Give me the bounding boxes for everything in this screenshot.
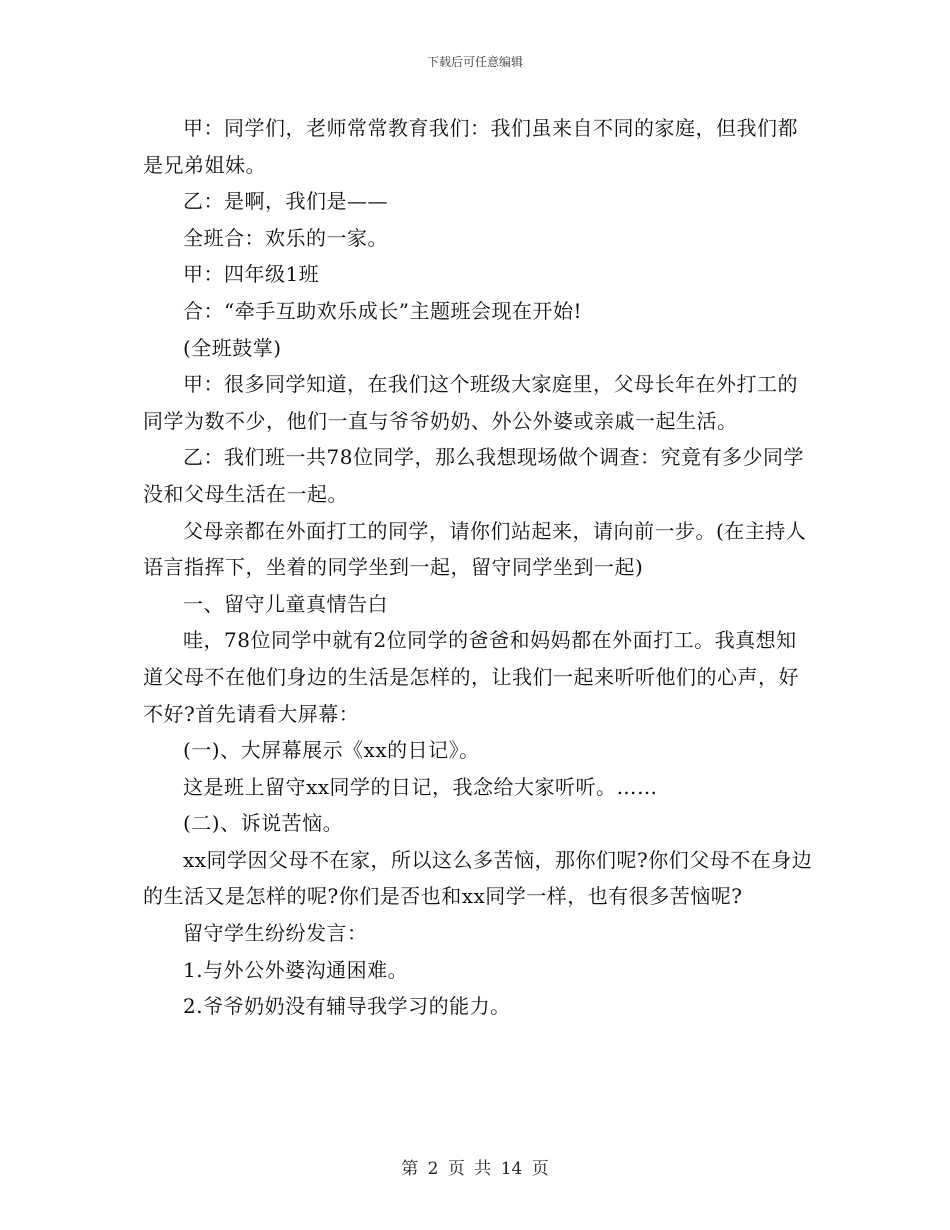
paragraph: (二)、诉说苦恼。 xyxy=(183,811,344,836)
paragraph: (全班鼓掌) xyxy=(183,335,282,360)
paragraph: 这是班上留守xx同学的日记，我念给大家听听。…… xyxy=(183,774,658,799)
page-header: 下载后可任意编辑 xyxy=(426,55,523,69)
paragraph: 乙：是啊，我们是—— xyxy=(183,189,388,214)
paragraph: (一)、大屏幕展示《xx的日记》。 xyxy=(183,738,480,763)
paragraph: 哇，78位同学中就有2位同学的爸爸和妈妈都在外面打工。我真想知道父母不在他们身边的生活是怎样的，让我们一起来听听他们的心声，好不好?首先请看大屏幕： xyxy=(143,628,799,726)
paragraph: 全班合：欢乐的一家。 xyxy=(183,225,388,250)
paragraph: 甲：很多同学知道，在我们这个班级大家庭里，父母长年在外打工的同学为数不少，他们一直与爷爷奶奶、外公外婆或亲戚一起生活。 xyxy=(143,372,798,433)
document-body xyxy=(143,110,815,1025)
section-heading: 一、留守儿童真情告白 xyxy=(183,591,388,616)
paragraph: xx同学因父母不在家，所以这么多苦恼，那你们呢?你们父母不在身边的生活又是怎样的呢?你们是否也和xx同学一样，也有很多苦恼呢? xyxy=(143,847,813,909)
page-number-footer: 第 2 页 共 14 页 xyxy=(401,1159,549,1179)
list-item: 1.与外公外婆沟通困难。 xyxy=(183,957,409,982)
paragraph: 合：“牵手互助欢乐成长”主题班会现在开始! xyxy=(183,298,582,323)
paragraph: 甲：四年级1班 xyxy=(183,262,320,287)
paragraph: 甲：同学们，老师常常教育我们：我们虽来自不同的家庭，但我们都是兄弟姐妹。 xyxy=(143,116,798,177)
paragraph: 乙：我们班一共78位同学，那么我想现场做个调查：究竟有多少同学没和父母生活在一起。 xyxy=(143,445,804,506)
list-item: 2.爷爷奶奶没有辅导我学习的能力。 xyxy=(183,994,511,1019)
paragraph: 父母亲都在外面打工的同学，请你们站起来，请向前一步。(在主持人语言指挥下，坐着的同学坐到一起，留守同学坐到一起) xyxy=(143,518,807,580)
paragraph: 留守学生纷纷发言： xyxy=(183,921,368,946)
